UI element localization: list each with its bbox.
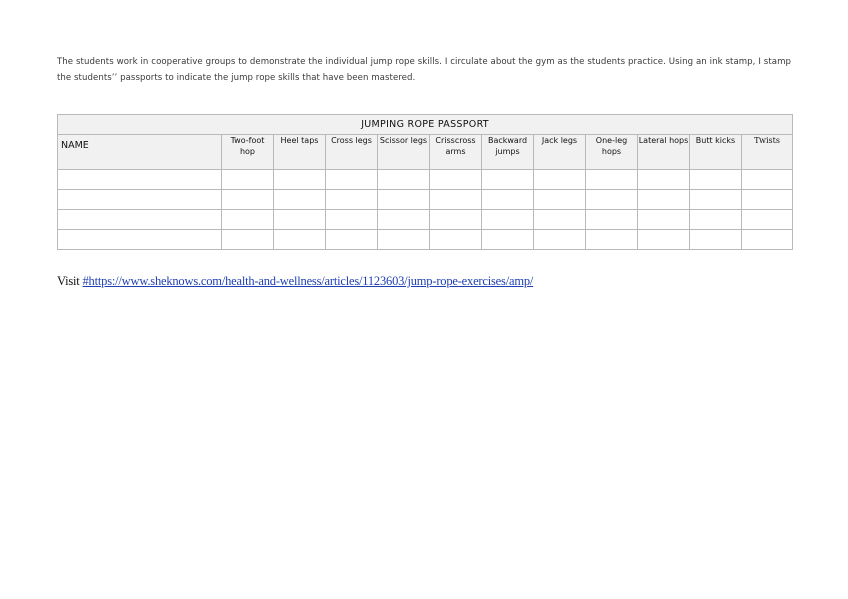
stamp-cell[interactable] [274, 190, 326, 210]
stamp-cell[interactable] [326, 170, 378, 190]
jump-rope-passport-table [57, 114, 793, 250]
stamp-cell[interactable] [690, 210, 742, 230]
stamp-cell[interactable] [638, 170, 690, 190]
stamp-cell[interactable] [222, 210, 274, 230]
stamp-cell[interactable] [534, 230, 586, 250]
stamp-cell[interactable] [534, 190, 586, 210]
stamp-cell[interactable] [222, 190, 274, 210]
intro-paragraph: The students work in cooperative groups to demonstrate the individual jump rope skills. I circulate about the gym as the students practice. Using an ink stamp, I stamp the students’’ passports to indicate the jump rope skills that have been mastered. [57, 57, 791, 83]
column-header-skill: Crisscross arms [430, 135, 482, 170]
column-header-skill: Jack legs [534, 135, 586, 170]
stamp-cell[interactable] [378, 170, 430, 190]
stamp-cell[interactable] [638, 210, 690, 230]
stamp-cell[interactable] [430, 170, 482, 190]
stamp-cell[interactable] [690, 230, 742, 250]
stamp-cell[interactable] [378, 190, 430, 210]
column-header-skill: Heel taps [274, 135, 326, 170]
stamp-cell[interactable] [742, 190, 793, 210]
name-cell[interactable] [58, 170, 222, 190]
stamp-cell[interactable] [378, 230, 430, 250]
column-header-skill: Backward jumps [482, 135, 534, 170]
stamp-cell[interactable] [378, 210, 430, 230]
column-header-skill: Lateral hops [638, 135, 690, 170]
column-header-skill: Butt kicks [690, 135, 742, 170]
column-header-skill: Cross legs [326, 135, 378, 170]
stamp-cell[interactable] [690, 170, 742, 190]
column-header-skill: One-leg hops [586, 135, 638, 170]
stamp-cell[interactable] [638, 190, 690, 210]
stamp-cell[interactable] [430, 230, 482, 250]
column-header-skill: Two-foot hop [222, 135, 274, 170]
table-row [58, 230, 793, 250]
stamp-cell[interactable] [482, 190, 534, 210]
table-row [58, 210, 793, 230]
stamp-cell[interactable] [326, 190, 378, 210]
name-cell[interactable] [58, 190, 222, 210]
stamp-cell[interactable] [482, 210, 534, 230]
column-header-skill: Twists [742, 135, 793, 170]
stamp-cell[interactable] [482, 170, 534, 190]
visit-prefix: Visit [57, 274, 83, 288]
stamp-cell[interactable] [586, 190, 638, 210]
stamp-cell[interactable] [482, 230, 534, 250]
stamp-cell[interactable] [222, 170, 274, 190]
stamp-cell[interactable] [586, 230, 638, 250]
table-row [58, 190, 793, 210]
name-cell[interactable] [58, 210, 222, 230]
stamp-cell[interactable] [638, 230, 690, 250]
name-cell[interactable] [58, 230, 222, 250]
table-row [58, 170, 793, 190]
stamp-cell[interactable] [742, 230, 793, 250]
stamp-cell[interactable] [222, 230, 274, 250]
stamp-cell[interactable] [430, 210, 482, 230]
stamp-cell[interactable] [586, 170, 638, 190]
stamp-cell[interactable] [430, 190, 482, 210]
stamp-cell[interactable] [274, 230, 326, 250]
column-header-skill: Scissor legs [378, 135, 430, 170]
sheknows-link[interactable]: #https://www.sheknows.com/health-and-wellness/articles/1123603/jump-rope-exercises/amp/ [82, 274, 534, 288]
stamp-cell[interactable] [274, 210, 326, 230]
stamp-cell[interactable] [742, 170, 793, 190]
stamp-cell[interactable] [586, 210, 638, 230]
stamp-cell[interactable] [534, 210, 586, 230]
stamp-cell[interactable] [534, 170, 586, 190]
column-header-name: NAME [58, 135, 222, 170]
stamp-cell[interactable] [326, 230, 378, 250]
visit-line [57, 274, 533, 289]
stamp-cell[interactable] [326, 210, 378, 230]
stamp-cell[interactable] [690, 190, 742, 210]
stamp-cell[interactable] [274, 170, 326, 190]
table-title: JUMPING ROPE PASSPORT [58, 115, 793, 135]
stamp-cell[interactable] [742, 210, 793, 230]
